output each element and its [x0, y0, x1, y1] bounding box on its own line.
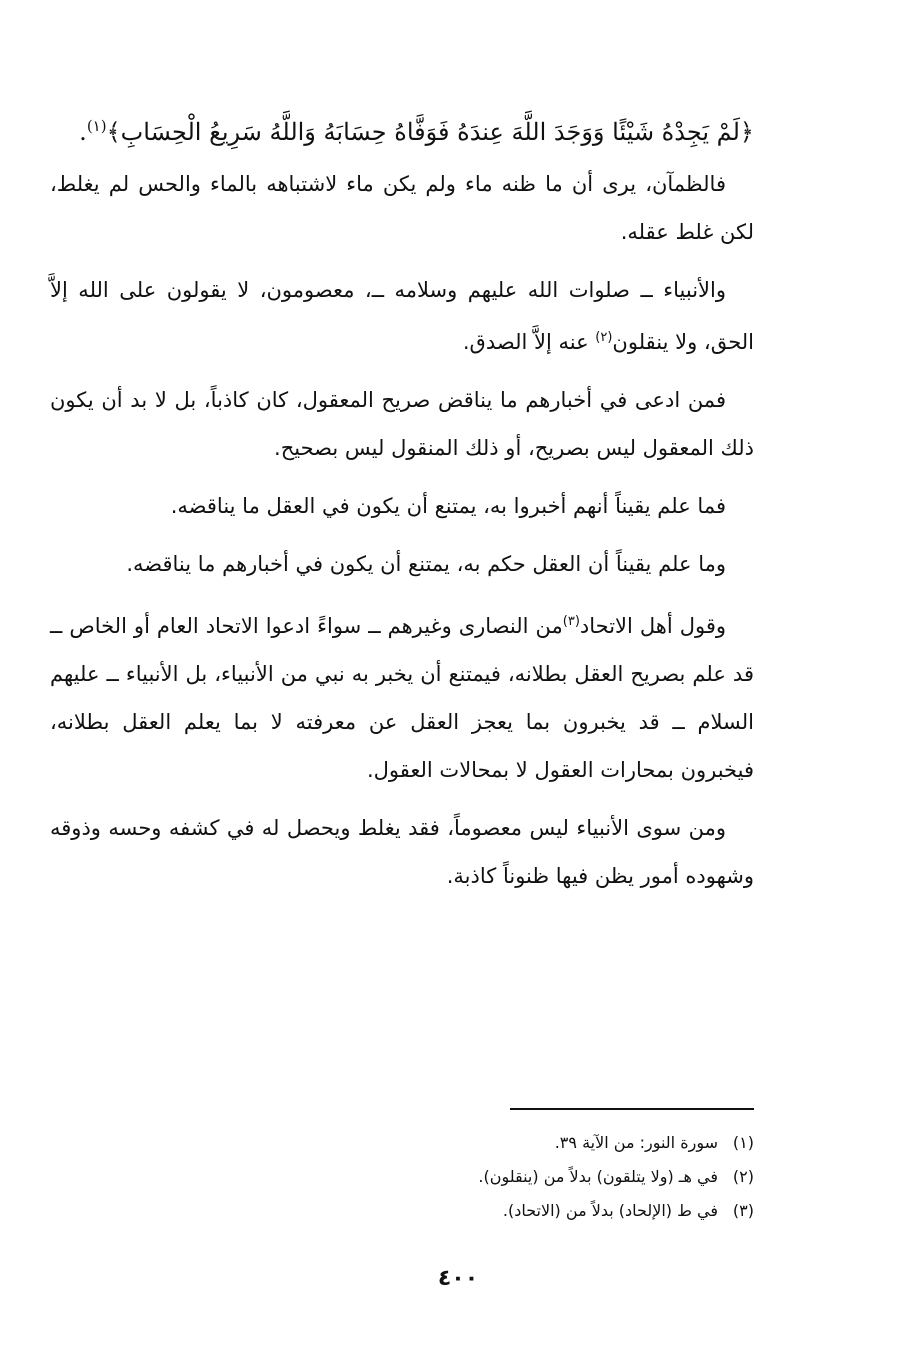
- paragraph: [50, 482, 754, 530]
- paragraph-text: فالظمآن، يرى أن ما ظنه ماء ولم يكن ماء لاشتباهه بالماء والحس لم يغلط، لكن غلط عقله.: [50, 172, 754, 244]
- paragraph-text: ومن سوى الأنبياء ليس معصوماً، فقد يغلط ويحصل له في كشفه وحسه وذوقه وشهوده أمور يظن فيها ظنوناً كاذبة.: [50, 816, 754, 888]
- verse-end: .: [79, 118, 87, 146]
- footnote: [50, 1126, 754, 1160]
- book-page: [50, 0, 754, 1370]
- page-number: ٤٠٠: [437, 1266, 479, 1291]
- paragraph: [50, 160, 754, 256]
- paragraph-text: فمن ادعى في أخبارهم ما يناقض صريح المعقول، كان كاذباً، بل لا بد أن يكون ذلك المعقول ليس بصريح، أو ذلك المنقول ليس بصحيح.: [50, 388, 754, 460]
- main-text: [50, 160, 754, 910]
- footnotes: [50, 1126, 754, 1228]
- footnote-marker: (٣): [562, 614, 580, 629]
- paragraph-text: وما علم يقيناً أن العقل حكم به، يمتنع أن يكون في أخبارهم ما يناقضه.: [126, 552, 726, 576]
- footnote-number: (٢): [732, 1167, 754, 1186]
- paragraph: [50, 598, 754, 794]
- footnote-text: في ط (الإلحاد) بدلاً من (الاتحاد).: [502, 1201, 718, 1220]
- footnote: [50, 1194, 754, 1228]
- verse-text: ﴿لَمْ يَجِدْهُ شَيْئًا وَوَجَدَ اللَّهَ عِندَهُ فَوَفَّاهُ حِسَابَهُ وَاللَّهُ سَرِيعُ الْحِسَابِ﴾: [106, 118, 754, 146]
- paragraph-text: وقول أهل الاتحاد: [579, 614, 726, 638]
- footnote-divider: [510, 1108, 754, 1110]
- footnote-text: في هـ (ولا يتلقون) بدلاً من (ينقلون).: [478, 1167, 718, 1186]
- footnote-text: سورة النور: من الآية ٣٩.: [554, 1133, 718, 1152]
- paragraph-text: والأنبياء ــ صلوات الله عليهم وسلامه ــ، معصومون، لا يقولون على الله إلاَّ الحق، ولا ينقلون: [50, 278, 754, 354]
- paragraph-text: فما علم يقيناً أنهم أخبروا به، يمتنع أن يكون في العقل ما يناقضه.: [170, 494, 726, 518]
- paragraph-text: عنه إلاَّ الصدق.: [462, 330, 596, 354]
- quran-verse: [50, 104, 754, 154]
- paragraph-text: من النصارى وغيرهم ــ سواءً ادعوا الاتحاد العام أو الخاص ــ قد علم بصريح العقل بطلانه، فيمتنع أن يخبر به نبي من الأنبياء، بل الأنبياء ــ عليهم السلام ــ قد يخبرون بما يعجز العقل عن معرفته لا بما يعلم العقل بطلانه، فيخبرون بمحارات العقول لا بمحالات العقول.: [50, 614, 754, 782]
- paragraph: [50, 376, 754, 472]
- footnote-number: (٣): [732, 1201, 754, 1220]
- footnote: [50, 1160, 754, 1194]
- footnote-marker: (١): [86, 117, 107, 135]
- paragraph: [50, 266, 754, 366]
- paragraph: [50, 804, 754, 900]
- footnote-marker: (٢): [595, 330, 613, 345]
- paragraph: [50, 540, 754, 588]
- footnote-number: (١): [732, 1133, 754, 1152]
